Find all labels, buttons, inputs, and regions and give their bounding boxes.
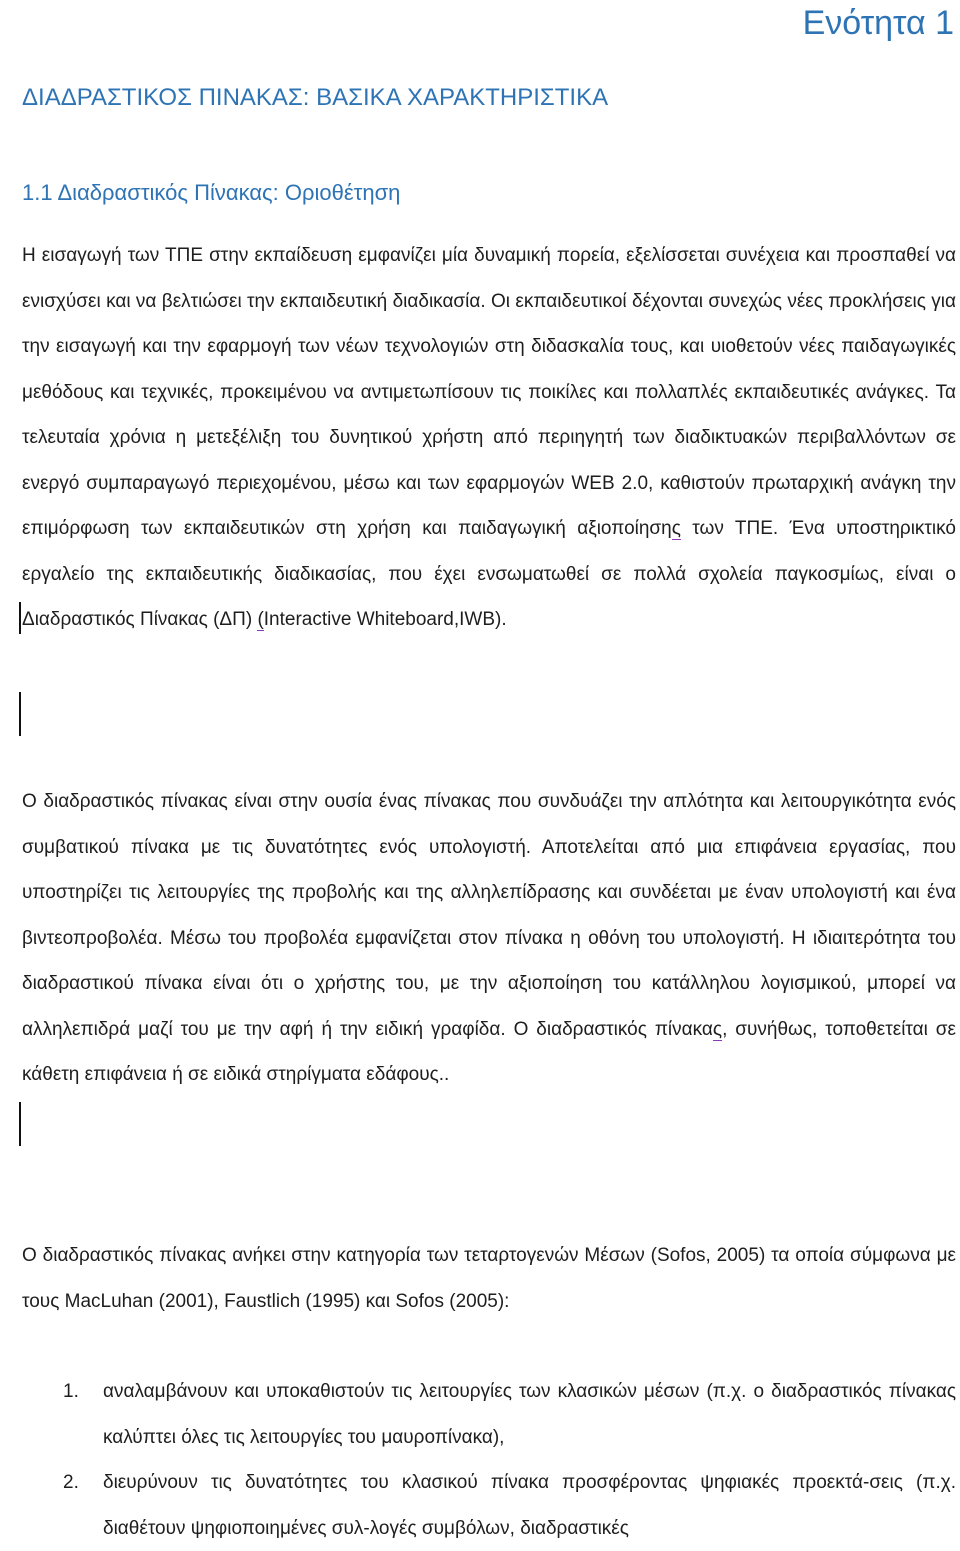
revision-bar — [19, 692, 21, 736]
paragraph-category: Ο διαδραστικός πίνακας ανήκει στην κατηγορία των τεταρτογενών Μέσων (Sofos, 2005) τα οποία σύμφωνα με τους MacLuhan (2001), Faustlich (1995) και Sofos (2005): — [22, 1245, 956, 1312]
list-item — [22, 1369, 956, 1460]
document-title: ΔΙΑΔΡΑΣΤΙΚΟΣ ΠΙΝΑΚΑΣ: ΒΑΣΙΚΑ ΧΑΡΑΚΤΗΡΙΣΤΙΚΑ — [22, 84, 609, 111]
list-item-text: διευρύνουν τις δυνατότητες του κλασικού πίνακα προσφέροντας ψηφιακές προεκτά-σεις (π.χ. διαθέτουν ψηφιοποιημένες συλ-λογές συμβόλων, διαδραστικές — [103, 1472, 956, 1539]
features-list — [22, 1369, 956, 1551]
list-item-number: 2. — [63, 1472, 79, 1493]
list-item-number: 1. — [63, 1381, 79, 1402]
paragraph-definition-text: Ο διαδραστικός πίνακας είναι στην ουσία ένας πίνακας που συνδυάζει την απλότητα και λειτουργικότητα ενός συμβατικού πίνακα με τις δυνατότητες ενός υπολογιστή. Αποτελείται από μια επιφάνεια εργασίας, που υποστηρίζει τις λειτουργίες της προβολής και της αλληλεπίδρασης και συνδέεται με έναν υπολογιστή και ένα βιντεοπροβολέα. Μέσω του προβολέα εμφανίζεται στον πίνακα η οθόνη του υπολογιστή. Η ιδιαιτερότητα του διαδραστικού πίνακα είναι ότι ο χρήστης του, με την αξιοποίηση του κατάλληλου λογισμικού, μπορεί να αλληλεπιδρά μαζί του με την αφή ή την ειδική γραφίδα. Ο διαδραστικός πίνακα — [22, 791, 956, 1040]
revision-bar — [19, 602, 21, 634]
paragraph-definition-text-b: , συνήθως, τοποθετείται σε κάθετη επιφάνεια ή σε ειδικά στηρίγματα εδάφους.. — [22, 1018, 956, 1085]
section-heading: 1.1 Διαδραστικός Πίνακας: Οριοθέτηση — [22, 180, 401, 205]
list-item — [22, 1460, 956, 1551]
list-item-text: αναλαμβάνουν και υποκαθιστούν τις λειτουργίες των κλασικών μέσων (π.χ. ο διαδραστικός πίνακας καλύπτει όλες τις λειτουργίες του μαυροπίνακα), — [103, 1381, 956, 1448]
revision-bar — [19, 1102, 21, 1146]
tracked-change-mark: ( — [257, 609, 264, 630]
tracked-change-mark: ς — [671, 518, 681, 539]
chapter-label: Ενότητα 1 — [802, 4, 954, 42]
paragraph-intro-text-b: των ΤΠΕ. Ένα υποστηρικτικό εργαλείο της εκπαιδευτικής διαδικασίας, που έχει ενσωματωθεί σε πολλά σχολεία παγκοσμίως, είναι ο Διαδραστικός Πίνακας (ΔΠ) — [22, 518, 956, 630]
paragraph-intro — [22, 233, 956, 643]
paragraph-definition — [22, 779, 956, 1098]
tracked-change-mark: ς — [712, 1018, 723, 1040]
paragraph-intro-text: Η εισαγωγή των ΤΠΕ στην εκπαίδευση εμφανίζει μία δυναμική πορεία, εξελίσσεται συνέχεια και προσπαθεί να ενισχύσει και να βελτιώσει την εκπαιδευτική διαδικασία. Οι εκπαιδευτικοί δέχονται συνεχώς νέες προκλήσεις για την εισαγωγή και την εφαρμογή των νέων τεχνολογιών στη διδασκαλία τους, και υιοθετούν νέες παιδαγωγικές μεθόδους και τεχνικές, προκειμένου να αντιμετωπίσουν τις ποικίλες και πολλαπλές εκπαιδευτικές ανάγκες. Τα τελευταία χρόνια η μετεξέλιξη του δυνητικού χρήστη από περιηγητή των διαδικτυακών περιβαλλόντων σε ενεργό συμπαραγωγό περιεχομένου, μέσω και των εφαρμογών WEB 2.0, καθιστούν πρωταρχική ανάγκη την επιμόρφωση των εκπαιδευτικών στη χρήση και παιδαγωγική αξιοποίηση — [22, 245, 956, 539]
paragraph-intro-text-c: Interactive Whiteboard,IWB). — [263, 609, 507, 630]
